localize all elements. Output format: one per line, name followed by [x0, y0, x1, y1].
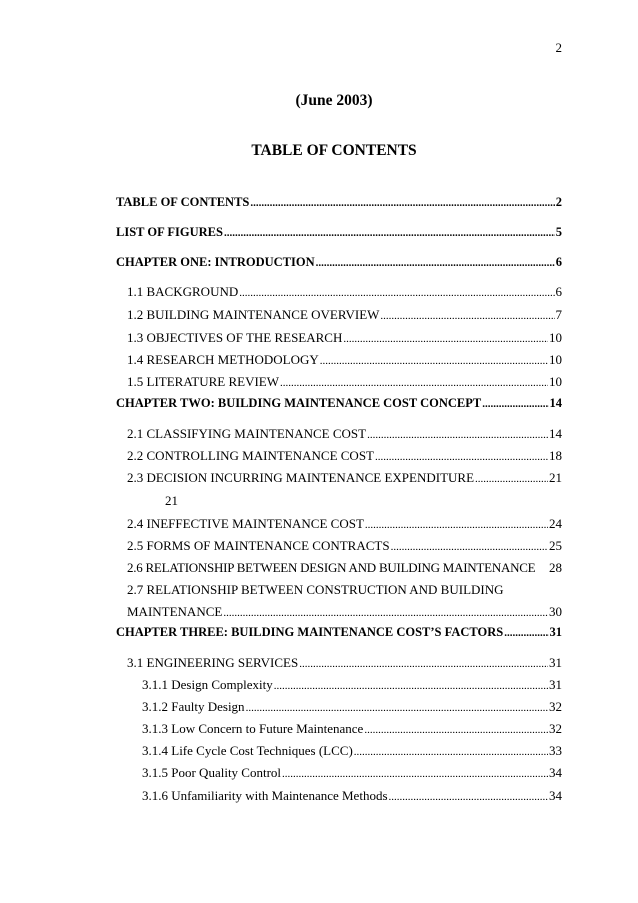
toc-entry-label: 3.1.2 Faulty Design	[142, 699, 245, 714]
toc-entry[interactable]	[142, 765, 562, 783]
dot-leader	[239, 287, 554, 299]
toc-entry[interactable]	[127, 516, 562, 534]
toc-entry-label: 3.1.3 Low Concern to Future Maintenance	[142, 721, 364, 736]
toc-entry-page: 32	[549, 721, 562, 736]
toc-entry-label: 1.5 LITERATURE REVIEW	[127, 374, 280, 389]
dot-leader	[391, 541, 548, 553]
toc-entry-label: 3.1.1 Design Complexity	[142, 677, 273, 692]
toc-entry-label: 3.1 ENGINEERING SERVICES	[127, 655, 299, 670]
toc-entry-page: 5	[555, 225, 562, 239]
toc-entry-page: 31	[549, 625, 562, 639]
toc-entry-page: 34	[549, 788, 562, 803]
toc-entry[interactable]	[127, 307, 562, 325]
dot-leader	[343, 333, 548, 345]
toc-entry-label: MAINTENANCE	[127, 604, 223, 619]
toc-entry[interactable]	[116, 625, 562, 643]
toc-entry-page: 2	[555, 195, 562, 209]
dot-leader	[354, 746, 548, 758]
toc-entry[interactable]	[116, 396, 562, 414]
document-date: (June 2003)	[295, 92, 373, 109]
dot-leader	[250, 197, 554, 209]
toc-entry[interactable]	[127, 582, 562, 600]
toc-entry[interactable]	[116, 195, 562, 213]
stray-page-number: 21	[165, 493, 178, 508]
toc-entry-page: 25	[549, 538, 562, 553]
toc-entry-label: CHAPTER THREE: BUILDING MAINTENANCE COST’S FACTORS	[116, 625, 504, 639]
toc-entry-label: 3.1.6 Unfamiliarity with Maintenance Methods	[142, 788, 388, 803]
toc-entry[interactable]	[142, 677, 562, 695]
toc-entry-page: 14	[549, 426, 562, 441]
dot-leader	[380, 310, 554, 322]
toc-entry-label: 2.1 CLASSIFYING MAINTENANCE COST	[127, 426, 367, 441]
toc-entry[interactable]	[127, 374, 562, 392]
dot-leader	[246, 702, 548, 714]
toc-entry-label: 1.1 BACKGROUND	[127, 284, 239, 299]
toc-entry-label: 1.3 OBJECTIVES OF THE RESEARCH	[127, 330, 343, 345]
toc-entry[interactable]	[127, 448, 562, 466]
toc-entry-label: 3.1.5 Poor Quality Control	[142, 765, 282, 780]
toc-entry-label: LIST OF FIGURES	[116, 225, 223, 239]
toc-entry-label: CHAPTER TWO: BUILDING MAINTENANCE COST CONCEPT	[116, 396, 482, 410]
toc-entry-label: 2.3 DECISION INCURRING MAINTENANCE EXPENDITURE	[127, 470, 475, 485]
dot-leader	[367, 429, 548, 441]
dot-leader	[320, 355, 548, 367]
toc-entry-label: 3.1.4 Life Cycle Cost Techniques (LCC)	[142, 743, 353, 758]
toc-entry-page: 31	[549, 677, 562, 692]
toc-entry-page: 28	[549, 560, 562, 575]
toc-entry-page: 14	[549, 396, 562, 410]
dot-leader	[375, 451, 548, 463]
toc-entry-page: 18	[549, 448, 562, 463]
toc-entry[interactable]	[116, 225, 562, 243]
toc-entry-label: 2.2 CONTROLLING MAINTENANCE COST	[127, 448, 374, 463]
toc-entry-page: 30	[549, 604, 562, 619]
toc-entry[interactable]	[142, 721, 562, 739]
toc-entry-label: 2.6 RELATIONSHIP BETWEEN DESIGN AND BUILDING MAINTENANCE	[127, 560, 536, 575]
toc-entry-label: 2.7 RELATIONSHIP BETWEEN CONSTRUCTION AND BUILDING	[127, 582, 504, 597]
dot-leader	[482, 398, 548, 410]
toc-entry-page: 7	[555, 307, 562, 322]
toc-entry-page: 6	[555, 255, 562, 269]
toc-entry[interactable]	[127, 470, 562, 488]
toc-entry[interactable]	[127, 284, 562, 302]
page-title: TABLE OF CONTENTS	[251, 142, 417, 159]
dot-leader	[364, 724, 548, 736]
toc-entry-page: 24	[549, 516, 562, 531]
toc-entry[interactable]	[127, 330, 562, 348]
toc-entry[interactable]	[142, 699, 562, 717]
dot-leader	[475, 473, 548, 485]
toc-entry-page: 10	[549, 352, 562, 367]
toc-entry-label: CHAPTER ONE: INTRODUCTION	[116, 255, 315, 269]
toc-entry-label: TABLE OF CONTENTS	[116, 195, 250, 209]
toc-entry-page: 10	[549, 374, 562, 389]
toc-entry-label: 2.5 FORMS OF MAINTENANCE CONTRACTS	[127, 538, 390, 553]
dot-leader	[504, 627, 548, 639]
toc-entry-label: 1.4 RESEARCH METHODOLOGY	[127, 352, 319, 367]
dot-leader	[389, 791, 548, 803]
toc-entry[interactable]	[127, 655, 562, 673]
toc-entry[interactable]	[127, 560, 562, 578]
toc-entry-label: 2.4 INEFFECTIVE MAINTENANCE COST	[127, 516, 364, 531]
dot-leader	[299, 658, 548, 670]
toc-entry[interactable]	[116, 255, 562, 273]
toc-entry-page: 34	[549, 765, 562, 780]
toc-entry-page: 32	[549, 699, 562, 714]
dot-leader	[365, 519, 548, 531]
page-number: 2	[555, 40, 562, 55]
toc-entry-page: 31	[549, 655, 562, 670]
dot-leader	[224, 227, 555, 239]
dot-leader	[274, 680, 548, 692]
dot-leader	[316, 257, 555, 269]
toc-entry[interactable]	[127, 426, 562, 444]
toc-entry[interactable]	[127, 538, 562, 556]
toc-entry[interactable]	[142, 788, 562, 806]
dot-leader	[223, 607, 548, 619]
toc-entry-page: 21	[549, 470, 562, 485]
toc-entry[interactable]	[142, 743, 562, 761]
toc-entry-continuation[interactable]	[127, 604, 562, 622]
toc-entry-page: 10	[549, 330, 562, 345]
toc-entry-page: 6	[555, 284, 562, 299]
dot-leader	[280, 377, 548, 389]
toc-entry-label: 1.2 BUILDING MAINTENANCE OVERVIEW	[127, 307, 380, 322]
toc-entry-page: 33	[549, 743, 562, 758]
dot-leader	[282, 768, 548, 780]
toc-entry[interactable]	[127, 352, 562, 370]
